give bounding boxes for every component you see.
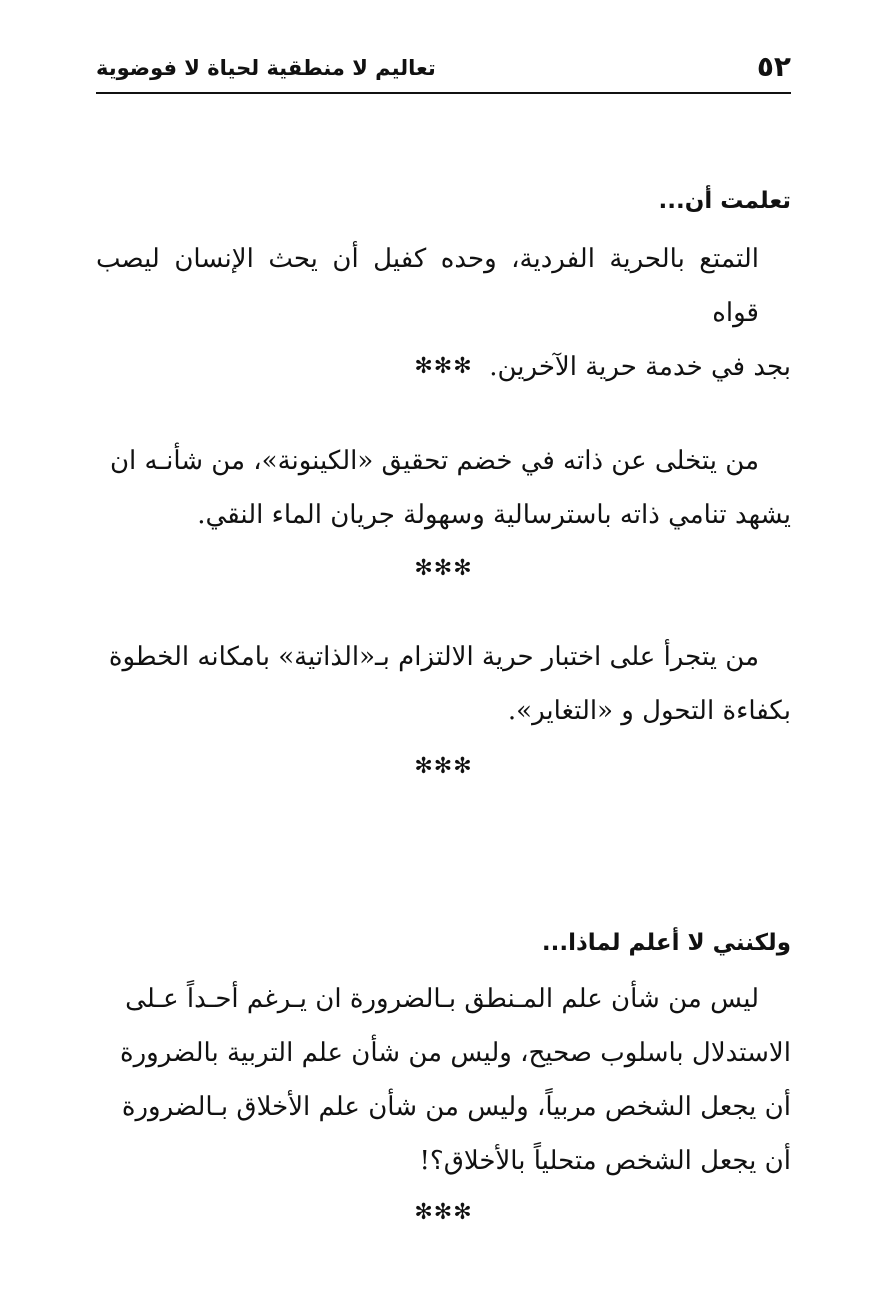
section-heading-learned (96, 184, 791, 218)
paragraph-line: بجد في خدمة حرية الآخرين. (489, 352, 791, 382)
asterism-separator: ✻✻✻ (414, 754, 473, 779)
paragraph-line: بكفاءة التحول و «التغاير». (507, 696, 791, 726)
paragraph-being (96, 434, 791, 542)
paragraph-line: أن يجعل الشخص متحلياً بالأخلاق؟! (419, 1146, 791, 1176)
paragraph-line: يشهد تنامي ذاته باسترسالية وسهولة جريان الماء النقي. (197, 500, 791, 530)
paragraph-selfhood (96, 630, 791, 738)
heading-text: تعلمت أن... (658, 188, 791, 214)
asterism-separator: ✻✻✻ (414, 1200, 473, 1225)
paragraph-line: من يتخلى عن ذاته في خضم تحقيق «الكينونة»، من شأنـه ان (109, 446, 759, 476)
running-header (96, 46, 791, 94)
section-heading-why (96, 926, 791, 960)
book-title: تعاليم لا منطقية لحياة لا فوضوية (96, 56, 436, 80)
paragraph-line: الاستدلال باسلوب صحيح، وليس من شأن علم التربية بالضرورة (120, 1038, 791, 1068)
paragraph-line: من يتجرأ على اختبار حرية الالتزام بـ«الذاتية» بامكانه الخطوة (108, 642, 759, 672)
asterism-separator: ✻✻✻ (414, 354, 473, 379)
asterism-separator: ✻✻✻ (414, 556, 473, 581)
heading-text: ولكنني لا أعلم لماذا... (541, 930, 791, 956)
paragraph-line: أن يجعل الشخص مربياً، وليس من شأن علم الأخلاق بـالضرورة (121, 1092, 791, 1122)
page-number: ٥٢ (756, 50, 791, 83)
paragraph-line: ليس من شأن علم المـنطق بـالضرورة ان يـرغم أحـداً عـلى (125, 984, 759, 1014)
paragraph-line: التمتع بالحرية الفردية، وحده كفيل أن يحث الإنسان ليصب قواه (96, 244, 759, 328)
paragraph-logic-ethics (96, 972, 791, 1188)
